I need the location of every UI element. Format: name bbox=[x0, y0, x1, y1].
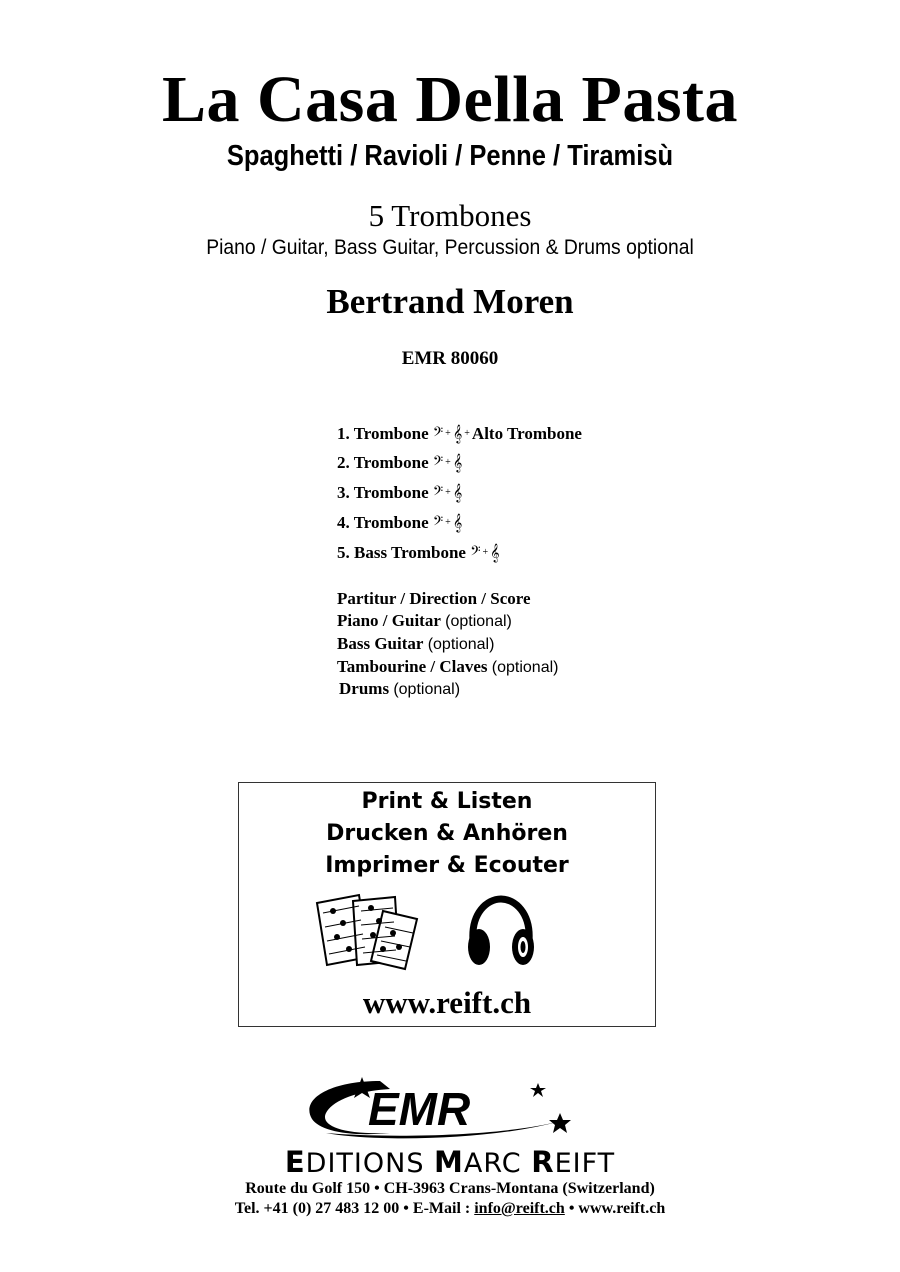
extra-item: Partitur / Direction / Score bbox=[337, 589, 531, 608]
part-item: 4. Trombone 𝄢 + 𝄞 bbox=[337, 513, 463, 532]
emr-logo bbox=[240, 1073, 660, 1145]
publisher-address: Route du Golf 150 • CH-3963 Crans-Montana (Switzerland) bbox=[245, 1180, 655, 1197]
bass-clef-icon: 𝄢 bbox=[432, 483, 444, 502]
bass-clef-icon: 𝄢 bbox=[432, 513, 444, 532]
extra-item: Bass Guitar (optional) bbox=[337, 634, 495, 653]
part-item: 3. Trombone 𝄢 + 𝄞 bbox=[337, 483, 463, 502]
extra-item: Tambourine / Claves (optional) bbox=[337, 657, 559, 676]
publisher-contact: Tel. +41 (0) 27 483 12 00 • E-Mail : info@reift.ch • www.reift.ch bbox=[234, 1200, 666, 1217]
publisher-name: EDITIONS MARC REIFT bbox=[284, 1145, 616, 1179]
subtitle: Spaghetti / Ravioli / Penne / Tiramisù bbox=[226, 140, 674, 172]
bass-clef-icon: 𝄢 bbox=[470, 543, 481, 562]
composer: Bertrand Moren bbox=[326, 282, 574, 321]
promo-line: Imprimer & Ecouter bbox=[325, 853, 569, 878]
part-item: 5. Bass Trombone 𝄢 + 𝄞 bbox=[337, 543, 500, 562]
page-title: La Casa Della Pasta bbox=[162, 63, 738, 136]
promo-line: Drucken & Anhören bbox=[326, 821, 568, 846]
treble-clef-icon: 𝄞 bbox=[452, 424, 463, 443]
email-link[interactable]: info@reift.ch bbox=[474, 1200, 565, 1217]
svg-text:EMR: EMR bbox=[368, 1083, 471, 1135]
print-listen-box bbox=[238, 782, 656, 1027]
treble-clef-icon: 𝄞 bbox=[490, 543, 500, 562]
ensemble: 5 Trombones bbox=[368, 198, 532, 233]
treble-clef-icon: 𝄞 bbox=[452, 483, 463, 502]
treble-clef-icon: 𝄞 bbox=[452, 453, 463, 472]
extra-item: Piano / Guitar (optional) bbox=[337, 611, 512, 630]
catalog-number: EMR 80060 bbox=[401, 348, 499, 369]
website-link[interactable]: www.reift.ch bbox=[362, 985, 532, 1020]
bass-clef-icon: 𝄢 bbox=[432, 424, 444, 443]
promo-line: Print & Listen bbox=[361, 789, 533, 814]
optional-instruments: Piano / Guitar, Bass Guitar, Percussion & Drums optional bbox=[206, 236, 694, 259]
part-item: 1. Trombone 𝄢 + 𝄞 + Alto Trombone bbox=[337, 424, 582, 443]
treble-clef-icon: 𝄞 bbox=[452, 513, 463, 532]
bass-clef-icon: 𝄢 bbox=[432, 453, 444, 472]
sheet-music-icon bbox=[313, 891, 423, 971]
headphones-icon bbox=[465, 895, 537, 969]
extra-item: Drums (optional) bbox=[339, 679, 461, 698]
part-item: 2. Trombone 𝄢 + 𝄞 bbox=[337, 453, 463, 472]
